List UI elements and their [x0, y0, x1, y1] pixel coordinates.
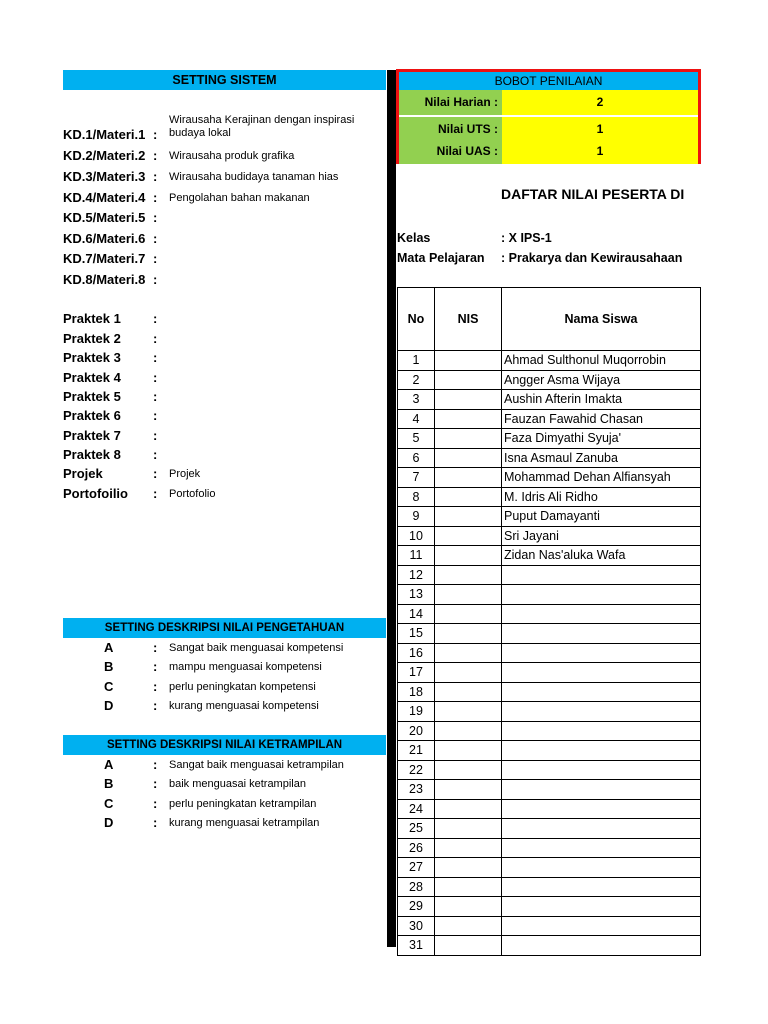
- praktek-colon: :: [153, 370, 158, 385]
- table-row: [398, 351, 701, 371]
- student-name-cell[interactable]: Aushin Afterin Imakta: [502, 390, 701, 410]
- student-name-cell[interactable]: [502, 897, 701, 917]
- table-row: [398, 721, 701, 741]
- kd-colon: :: [153, 251, 158, 266]
- table-row: [398, 936, 701, 956]
- nis-cell[interactable]: [435, 390, 502, 410]
- praktek-label: Praktek 1: [63, 311, 121, 326]
- student-name-cell[interactable]: [502, 780, 701, 800]
- nis-cell[interactable]: [435, 370, 502, 390]
- table-row: [398, 604, 701, 624]
- student-name-cell[interactable]: Sri Jayani: [502, 526, 701, 546]
- row-number: 7: [398, 468, 435, 488]
- kd-colon: :: [153, 148, 158, 163]
- nis-cell[interactable]: [435, 838, 502, 858]
- nis-cell[interactable]: [435, 468, 502, 488]
- nis-cell[interactable]: [435, 507, 502, 527]
- kd-label: KD.5/Materi.5: [63, 210, 146, 225]
- row-number: 17: [398, 663, 435, 683]
- col-header-nis: NIS: [435, 288, 502, 351]
- student-name-cell[interactable]: Fauzan Fawahid Chasan: [502, 409, 701, 429]
- student-name-cell[interactable]: [502, 838, 701, 858]
- grade-description[interactable]: mampu menguasai kompetensi: [169, 661, 322, 673]
- praktek-value[interactable]: Projek: [169, 468, 201, 480]
- nis-cell[interactable]: [435, 487, 502, 507]
- table-row: [398, 565, 701, 585]
- table-row: [398, 760, 701, 780]
- row-number: 3: [398, 390, 435, 410]
- table-row: [398, 838, 701, 858]
- kd-label: KD.3/Materi.3: [63, 169, 146, 184]
- kelas-value: : X IPS-1: [501, 231, 552, 245]
- grade-colon: :: [153, 815, 158, 830]
- col-header-nama: Nama Siswa: [502, 288, 701, 351]
- praktek-label: Praktek 6: [63, 408, 121, 423]
- kd-colon: :: [153, 272, 158, 287]
- row-number: 8: [398, 487, 435, 507]
- grade-letter: C: [104, 796, 114, 811]
- student-name-cell[interactable]: [502, 565, 701, 585]
- table-row: [398, 585, 701, 605]
- row-number: 15: [398, 624, 435, 644]
- grade-letter: D: [104, 815, 114, 830]
- row-number: 12: [398, 565, 435, 585]
- praktek-colon: :: [153, 408, 158, 423]
- bobot-value-input[interactable]: 2: [502, 90, 698, 115]
- row-number: 25: [398, 819, 435, 839]
- nis-cell[interactable]: [435, 526, 502, 546]
- nis-cell[interactable]: [435, 780, 502, 800]
- table-row: [398, 448, 701, 468]
- kd-label: KD.4/Materi.4: [63, 190, 146, 205]
- praktek-colon: :: [153, 389, 158, 404]
- row-number: 16: [398, 643, 435, 663]
- student-name-cell[interactable]: Isna Asmaul Zanuba: [502, 448, 701, 468]
- student-name-cell[interactable]: [502, 916, 701, 936]
- row-number: 27: [398, 858, 435, 878]
- nis-cell[interactable]: [435, 819, 502, 839]
- row-number: 6: [398, 448, 435, 468]
- row-number: 30: [398, 916, 435, 936]
- kd-value[interactable]: Wirausaha produk grafika: [169, 150, 295, 162]
- grade-letter: D: [104, 698, 114, 713]
- grade-colon: :: [153, 640, 158, 655]
- praktek-label: Praktek 7: [63, 428, 121, 443]
- kd-label: KD.7/Materi.7: [63, 251, 146, 266]
- nis-cell[interactable]: [435, 546, 502, 566]
- nis-cell[interactable]: [435, 351, 502, 371]
- kd-label: KD.1/Materi.1: [63, 127, 146, 142]
- praktek-label: Praktek 8: [63, 447, 121, 462]
- student-name-cell[interactable]: [502, 643, 701, 663]
- nis-cell[interactable]: [435, 565, 502, 585]
- nis-cell[interactable]: [435, 877, 502, 897]
- desc-pengetahuan-title: SETTING DESKRIPSI NILAI PENGETAHUAN: [104, 622, 345, 634]
- bobot-value-input[interactable]: 1: [502, 139, 698, 164]
- row-number: 9: [398, 507, 435, 527]
- student-name-cell[interactable]: Angger Asma Wijaya: [502, 370, 701, 390]
- nis-cell[interactable]: [435, 448, 502, 468]
- praktek-colon: :: [153, 350, 158, 365]
- col-header-no: No: [398, 288, 435, 351]
- table-row: [398, 468, 701, 488]
- row-number: 20: [398, 721, 435, 741]
- table-row: [398, 370, 701, 390]
- nis-cell[interactable]: [435, 936, 502, 956]
- row-number: 19: [398, 702, 435, 722]
- grade-letter: B: [104, 776, 114, 791]
- bobot-label: Nilai Harian :: [399, 90, 502, 115]
- nis-cell[interactable]: [435, 643, 502, 663]
- grade-description[interactable]: baik menguasai ketrampilan: [169, 778, 306, 790]
- table-row: [398, 429, 701, 449]
- table-row: [398, 858, 701, 878]
- bobot-row-harian: [399, 90, 698, 115]
- student-name-cell[interactable]: [502, 819, 701, 839]
- row-number: 13: [398, 585, 435, 605]
- grade-letter: C: [104, 679, 114, 694]
- grade-description[interactable]: Sangat baik menguasai kompetensi: [169, 642, 344, 654]
- student-name-cell[interactable]: [502, 760, 701, 780]
- grade-description[interactable]: kurang menguasai ketrampilan: [169, 817, 320, 829]
- mapel-label: Mata Pelajaran: [397, 251, 485, 265]
- daftar-title: DAFTAR NILAI PESERTA DI: [501, 186, 685, 202]
- row-number: 23: [398, 780, 435, 800]
- praktek-colon: :: [153, 311, 158, 326]
- bobot-value-input[interactable]: 1: [502, 117, 698, 142]
- desc-ketrampilan-title: SETTING DESKRIPSI NILAI KETRAMPILAN: [106, 739, 343, 751]
- table-row: [398, 682, 701, 702]
- nis-cell[interactable]: [435, 429, 502, 449]
- praktek-colon: :: [153, 428, 158, 443]
- student-name-cell[interactable]: Ahmad Sulthonul Muqorrobin: [502, 351, 701, 371]
- kelas-label: Kelas: [397, 231, 431, 245]
- grade-letter: B: [104, 659, 114, 674]
- student-name-cell[interactable]: [502, 799, 701, 819]
- nis-cell[interactable]: [435, 799, 502, 819]
- student-name-cell[interactable]: Zidan Nas'aluka Wafa: [502, 546, 701, 566]
- praktek-label: Praktek 5: [63, 389, 121, 404]
- bobot-row-uas: [399, 139, 698, 164]
- praktek-colon: :: [153, 447, 158, 462]
- praktek-label: Praktek 2: [63, 331, 121, 346]
- student-table: [397, 287, 701, 956]
- row-number: 1: [398, 351, 435, 371]
- nis-cell[interactable]: [435, 760, 502, 780]
- kd-colon: :: [153, 127, 158, 142]
- kd-colon: :: [153, 169, 158, 184]
- grade-letter: A: [104, 640, 114, 655]
- praktek-colon: :: [153, 466, 158, 481]
- student-name-cell[interactable]: [502, 721, 701, 741]
- row-number: 21: [398, 741, 435, 761]
- table-row: [398, 877, 701, 897]
- student-name-cell[interactable]: [502, 682, 701, 702]
- kd-value[interactable]: Wirausaha budidaya tanaman hias: [169, 171, 339, 183]
- setting-sistem-title: SETTING SISTEM: [172, 73, 277, 87]
- grade-description[interactable]: kurang menguasai kompetensi: [169, 700, 319, 712]
- grade-colon: :: [153, 796, 158, 811]
- row-number: 31: [398, 936, 435, 956]
- kd-colon: :: [153, 231, 158, 246]
- grade-colon: :: [153, 659, 158, 674]
- table-row: [398, 780, 701, 800]
- grade-description[interactable]: perlu peningkatan kompetensi: [169, 681, 316, 693]
- kd-colon: :: [153, 190, 158, 205]
- nis-cell[interactable]: [435, 721, 502, 741]
- nis-cell[interactable]: [435, 663, 502, 683]
- grade-description[interactable]: Sangat baik menguasai ketrampilan: [169, 759, 344, 771]
- table-row: [398, 663, 701, 683]
- praktek-colon: :: [153, 331, 158, 346]
- nis-cell[interactable]: [435, 741, 502, 761]
- table-row: [398, 546, 701, 566]
- nis-cell[interactable]: [435, 682, 502, 702]
- praktek-label: Praktek 4: [63, 370, 121, 385]
- setting-sistem-header: [63, 70, 386, 90]
- table-row: [398, 643, 701, 663]
- nis-cell[interactable]: [435, 858, 502, 878]
- row-number: 14: [398, 604, 435, 624]
- row-number: 24: [398, 799, 435, 819]
- kd-label: KD.2/Materi.2: [63, 148, 146, 163]
- praktek-value[interactable]: Portofolio: [169, 488, 216, 500]
- praktek-colon: :: [153, 486, 158, 501]
- student-name-cell[interactable]: [502, 702, 701, 722]
- row-number: 2: [398, 370, 435, 390]
- table-row: [398, 487, 701, 507]
- grade-description[interactable]: perlu peningkatan ketrampilan: [169, 798, 317, 810]
- grade-letter: A: [104, 757, 114, 772]
- desc-ketrampilan-header: [63, 735, 386, 755]
- grade-colon: :: [153, 679, 158, 694]
- student-name-cell[interactable]: [502, 858, 701, 878]
- student-name-cell[interactable]: Faza Dimyathi Syuja': [502, 429, 701, 449]
- praktek-label: Praktek 3: [63, 350, 121, 365]
- bobot-label: Nilai UAS :: [399, 139, 502, 164]
- nis-cell[interactable]: [435, 916, 502, 936]
- row-number: 11: [398, 546, 435, 566]
- bobot-label: Nilai UTS :: [399, 117, 502, 142]
- kd-colon: :: [153, 210, 158, 225]
- row-number: 29: [398, 897, 435, 917]
- table-row: [398, 507, 701, 527]
- student-name-cell[interactable]: [502, 604, 701, 624]
- nis-cell[interactable]: [435, 604, 502, 624]
- kd-value[interactable]: Wirausaha Kerajinan dengan inspirasi budaya lokal: [169, 114, 355, 139]
- row-number: 4: [398, 409, 435, 429]
- row-number: 22: [398, 760, 435, 780]
- row-number: 10: [398, 526, 435, 546]
- table-row: [398, 526, 701, 546]
- column-divider: [387, 70, 396, 947]
- kd-label: KD.6/Materi.6: [63, 231, 146, 246]
- table-row: [398, 409, 701, 429]
- row-number: 26: [398, 838, 435, 858]
- bobot-penilaian-box: [396, 69, 701, 164]
- kd-label: KD.8/Materi.8: [63, 272, 146, 287]
- grade-colon: :: [153, 757, 158, 772]
- student-name-cell[interactable]: M. Idris Ali Ridho: [502, 487, 701, 507]
- student-name-cell[interactable]: [502, 877, 701, 897]
- student-name-cell[interactable]: [502, 663, 701, 683]
- student-name-cell[interactable]: [502, 936, 701, 956]
- table-header-row: [398, 288, 701, 351]
- row-number: 18: [398, 682, 435, 702]
- table-row: [398, 897, 701, 917]
- kd-value[interactable]: Pengolahan bahan makanan: [169, 192, 310, 204]
- student-name-cell[interactable]: [502, 741, 701, 761]
- mapel-value: : Prakarya dan Kewirausahaan: [501, 251, 683, 265]
- row-number: 28: [398, 877, 435, 897]
- grade-colon: :: [153, 698, 158, 713]
- table-row: [398, 390, 701, 410]
- row-number: 5: [398, 429, 435, 449]
- student-name-cell[interactable]: [502, 585, 701, 605]
- praktek-label: Projek: [63, 466, 103, 481]
- student-name-cell[interactable]: [502, 624, 701, 644]
- table-row: [398, 741, 701, 761]
- table-row: [398, 916, 701, 936]
- nis-cell[interactable]: [435, 702, 502, 722]
- nis-cell[interactable]: [435, 585, 502, 605]
- nis-cell[interactable]: [435, 409, 502, 429]
- nis-cell[interactable]: [435, 624, 502, 644]
- student-name-cell[interactable]: Mohammad Dehan Alfiansyah: [502, 468, 701, 488]
- student-name-cell[interactable]: Puput Damayanti: [502, 507, 701, 527]
- desc-pengetahuan-header: [63, 618, 386, 638]
- grade-colon: :: [153, 776, 158, 791]
- praktek-label: Portofoilio: [63, 486, 128, 501]
- table-row: [398, 799, 701, 819]
- table-row: [398, 819, 701, 839]
- table-row: [398, 702, 701, 722]
- table-row: [398, 624, 701, 644]
- nis-cell[interactable]: [435, 897, 502, 917]
- bobot-title: BOBOT PENILAIAN: [399, 72, 698, 90]
